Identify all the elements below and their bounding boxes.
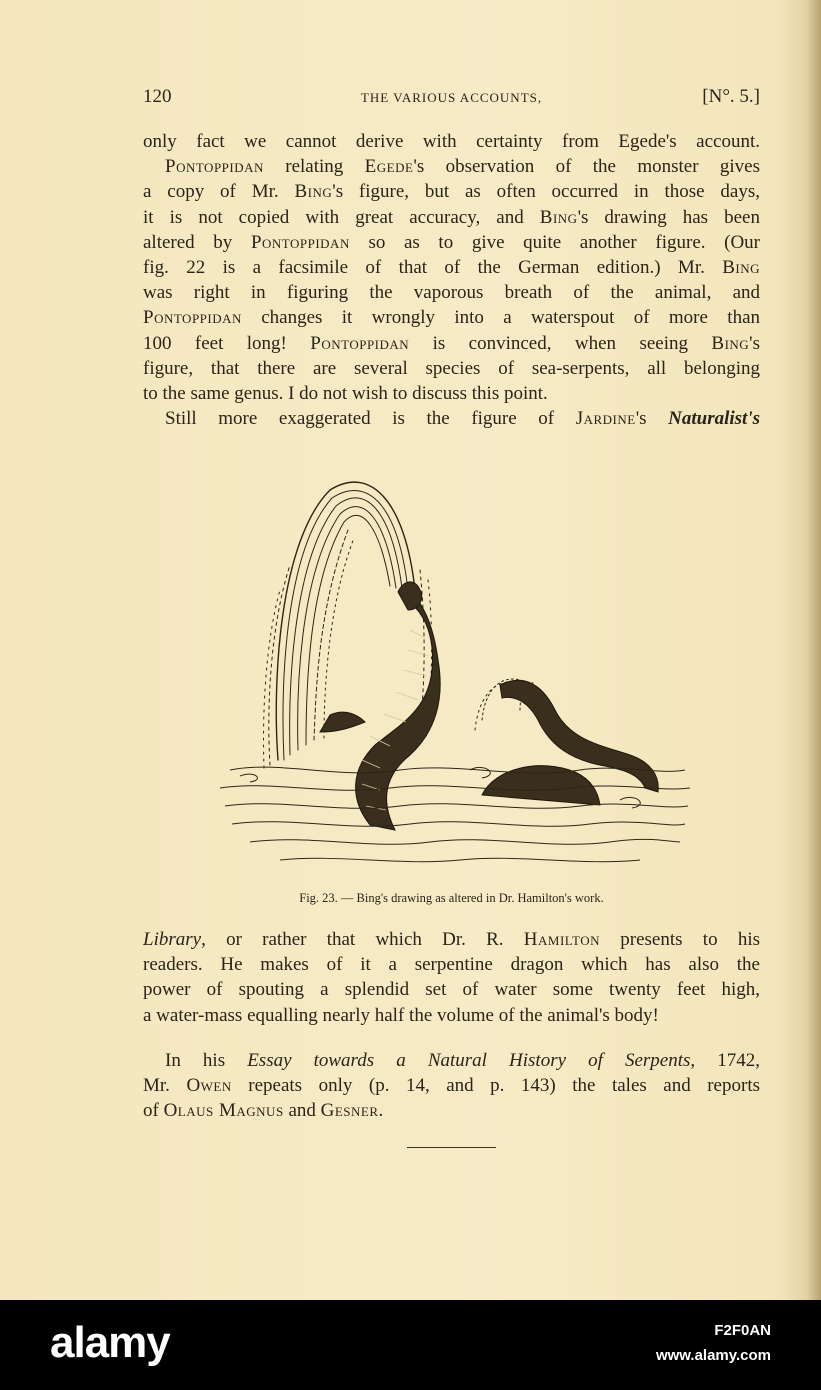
- text-line: Library, or rather that which Dr. R. Hamilton presents to his: [143, 929, 760, 950]
- text-line: altered by Pontoppidan so as to give quite another figure. (Our: [143, 231, 760, 253]
- sea-serpent-engraving: [220, 470, 690, 880]
- alamy-logo: alamy: [50, 1318, 170, 1367]
- running-header: [143, 86, 760, 112]
- watermark-bar: [0, 1300, 821, 1390]
- paragraph-3: [143, 927, 760, 1028]
- text-line: figure, that there are several species of sea-serpents, all belonging: [143, 357, 760, 379]
- page-number: 120: [143, 86, 172, 107]
- text-line: was right in figuring the vaporous breath of the animal, and: [143, 282, 760, 304]
- watermark-url: www.alamy.com: [655, 1347, 771, 1364]
- text-line: power of spouting a splendid set of water some twenty feet high,: [143, 979, 760, 1001]
- text-line: Mr. Owen repeats only (p. 14, and p. 143) the tales and reports: [143, 1075, 760, 1097]
- section-number: [N°. 5.]: [702, 86, 760, 107]
- figure-caption: Fig. 23. — Bing's drawing as altered in Dr. Hamilton's work.: [299, 891, 604, 905]
- text-line: to the same genus. I do not wish to discuss this point.: [143, 383, 548, 405]
- text-line: In his Essay towards a Natural History of Serpents, 1742,: [165, 1050, 761, 1071]
- section-divider: [407, 1147, 496, 1148]
- text-line: of Olaus Magnus and Gesner.: [143, 1100, 384, 1122]
- text-line: Pontoppidan changes it wrongly into a waterspout of more than: [143, 307, 760, 329]
- text-line: Pontoppidan relating Egede's observation of the monster gives: [165, 156, 761, 178]
- paragraph-2: Still more exaggerated is the figure of Jardine's Naturalist's: [165, 408, 760, 430]
- text-line: a copy of Mr. Bing's figure, but as often occurred in those days,: [143, 181, 760, 203]
- running-title: THE VARIOUS ACCOUNTS,: [360, 90, 543, 105]
- text-line: fig. 22 is a facsimile of that of the German edition.) Mr. Bing: [143, 257, 760, 279]
- paragraph-1: [143, 129, 760, 431]
- text-line: 100 feet long! Pontoppidan is convinced, when seeing Bing's: [143, 332, 760, 354]
- text-line: it is not copied with great accuracy, and Bing's drawing has been: [143, 206, 760, 228]
- image-id: F2F0AN: [714, 1322, 771, 1339]
- text-line: only fact we cannot derive with certainty from Egede's account.: [143, 131, 760, 152]
- text-line: a water-mass equalling nearly half the volume of the animal's body!: [143, 1004, 659, 1026]
- text-line: readers. He makes of it a serpentine dragon which has also the: [143, 954, 760, 976]
- paragraph-4: [143, 1048, 760, 1124]
